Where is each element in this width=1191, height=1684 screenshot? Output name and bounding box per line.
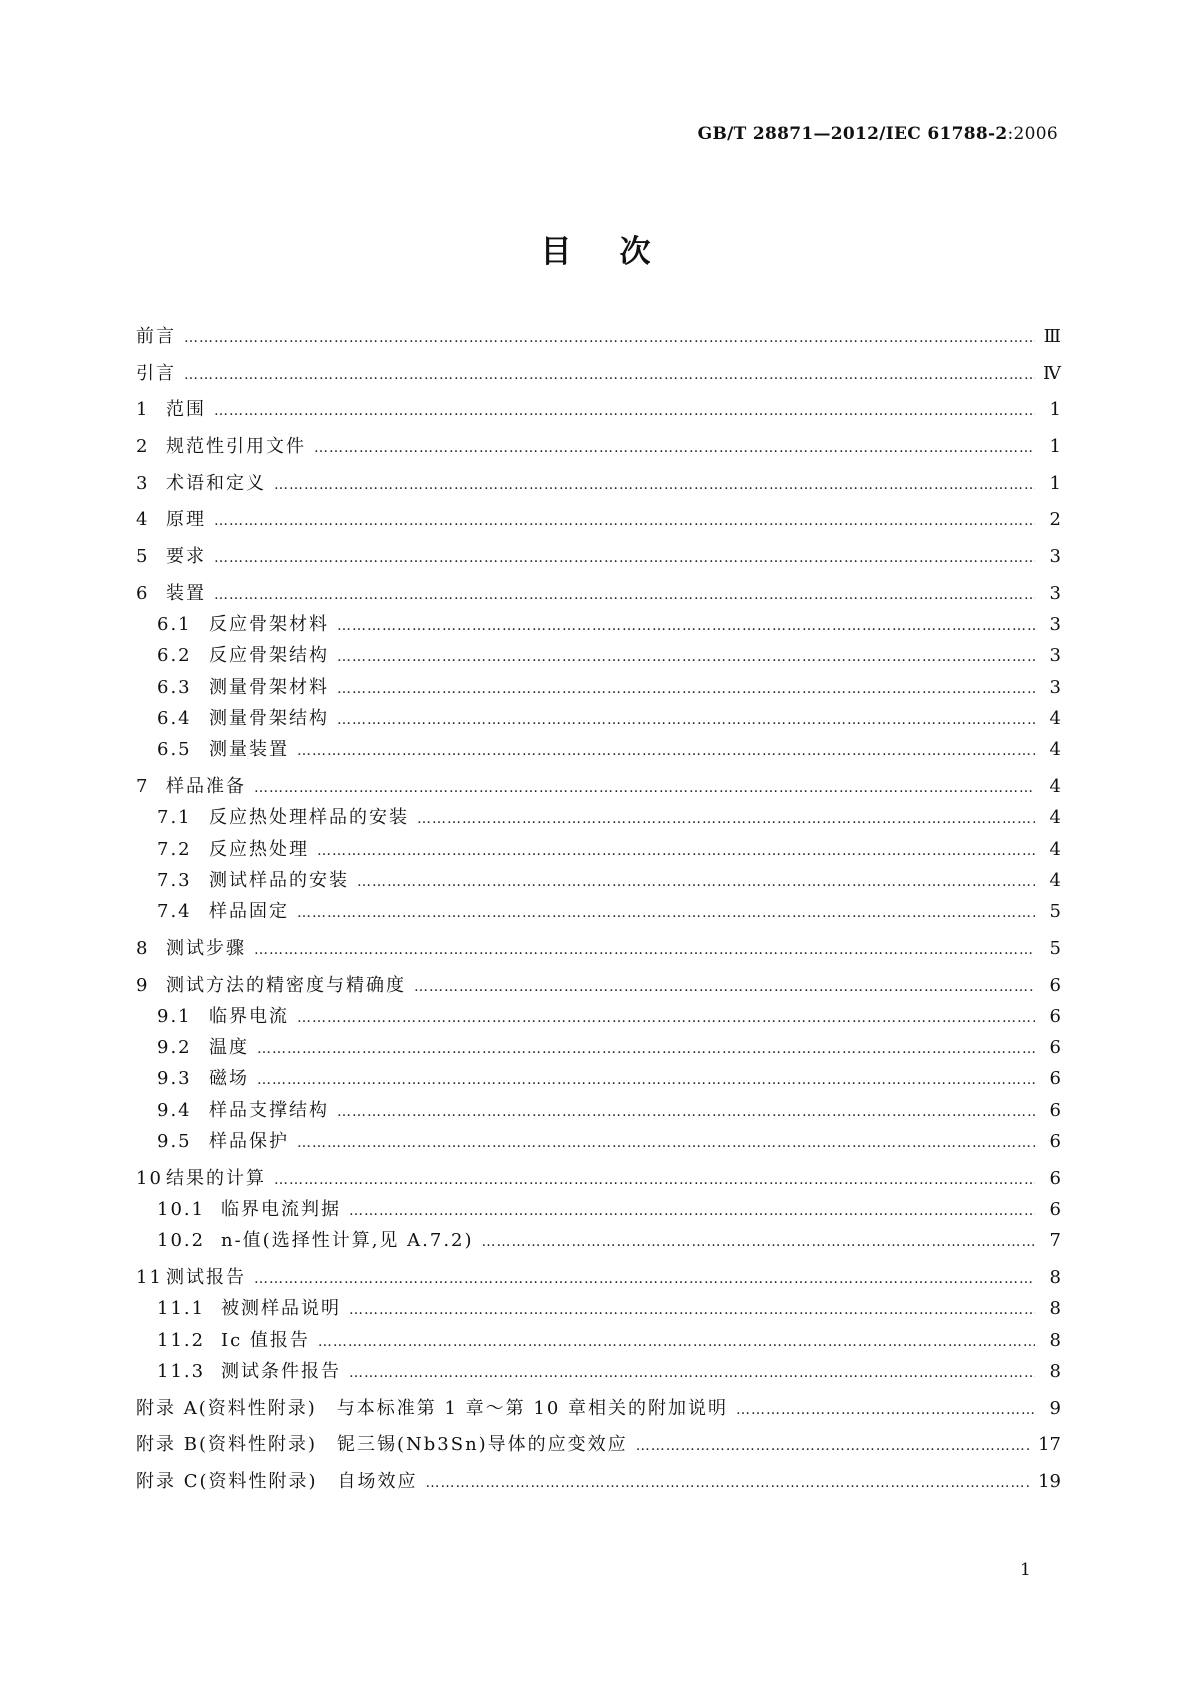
toc-leader-dots bbox=[337, 712, 1035, 728]
toc-entry-page: 6 bbox=[1049, 1037, 1061, 1059]
toc-leader-dots bbox=[254, 942, 1035, 958]
toc-entry-number: 1 bbox=[136, 399, 150, 421]
toc-entry-label: 范围 bbox=[166, 399, 206, 421]
toc-entry-page: 8 bbox=[1049, 1360, 1061, 1382]
toc-entry-page: 4 bbox=[1049, 869, 1061, 891]
page-number: 1 bbox=[1020, 1560, 1031, 1580]
toc-entry[interactable] bbox=[136, 505, 1061, 531]
toc-leader-dots bbox=[297, 1010, 1035, 1026]
toc-entry-number: 10 bbox=[136, 1167, 163, 1189]
toc-entry[interactable] bbox=[136, 1394, 1061, 1420]
toc-entry-label: 测试步骤 bbox=[166, 937, 246, 959]
toc-entry-page: 3 bbox=[1049, 676, 1061, 698]
toc-entry-page: Ⅳ bbox=[1043, 362, 1061, 384]
toc-entry-label: 术语和定义 bbox=[166, 472, 266, 494]
toc-leader-dots bbox=[214, 513, 1035, 529]
toc-entry[interactable] bbox=[136, 1263, 1061, 1289]
toc-entry-number: 3 bbox=[136, 472, 150, 494]
toc-leader-dots bbox=[318, 1334, 1035, 1350]
toc-entry[interactable] bbox=[136, 322, 1061, 348]
toc-entry-number: 9.2 bbox=[157, 1037, 192, 1059]
toc-entry-number: 5 bbox=[136, 546, 150, 568]
toc-entry-number: 10.2 bbox=[157, 1230, 206, 1252]
toc-leader-dots bbox=[257, 1072, 1035, 1088]
toc-entry-label: 结果的计算 bbox=[166, 1167, 266, 1189]
toc-entry[interactable] bbox=[136, 772, 1061, 798]
toc-entry-label: 被测样品说明 bbox=[221, 1298, 341, 1320]
toc-entry-page: 7 bbox=[1049, 1230, 1061, 1252]
toc-leader-dots bbox=[214, 587, 1035, 603]
toc-entry[interactable] bbox=[136, 835, 1061, 861]
toc-entry-page: 1 bbox=[1049, 399, 1061, 421]
toc-entry-label: 附录 B(资料性附录) 铌三锡(Nb3Sn)导体的应变效应 bbox=[136, 1434, 628, 1456]
toc-entry[interactable] bbox=[136, 1164, 1061, 1190]
toc-entry[interactable] bbox=[136, 395, 1061, 421]
toc-entry-label: 临界电流判据 bbox=[221, 1199, 341, 1221]
toc-entry-label: 测试报告 bbox=[166, 1267, 246, 1288]
toc-entry-label: 反应骨架结构 bbox=[209, 645, 329, 667]
toc-entry-number: 7.2 bbox=[157, 838, 192, 860]
toc-entry[interactable] bbox=[136, 1326, 1061, 1352]
toc-entry-number: 6.3 bbox=[157, 676, 192, 698]
toc-entry[interactable] bbox=[136, 1096, 1061, 1122]
toc-entry[interactable] bbox=[136, 735, 1061, 761]
toc-entry-number: 9.5 bbox=[157, 1131, 192, 1153]
toc-entry-page: 6 bbox=[1049, 1068, 1061, 1090]
toc-entry-page: 4 bbox=[1049, 739, 1061, 761]
toc-leader-dots bbox=[297, 905, 1035, 921]
toc-entry-label: 反应骨架材料 bbox=[209, 614, 329, 636]
toc-entry-label: 原理 bbox=[166, 509, 206, 531]
toc-entry[interactable] bbox=[136, 1033, 1061, 1059]
toc-leader-dots bbox=[349, 1302, 1035, 1318]
toc-entry-number: 11.2 bbox=[157, 1329, 206, 1351]
toc-entry-page: 6 bbox=[1049, 1131, 1061, 1153]
toc-leader-dots bbox=[736, 1402, 1035, 1418]
toc-entry-label: 附录 A(资料性附录) 与本标准第 1 章～第 10 章相关的附加说明 bbox=[136, 1397, 729, 1419]
toc-leader-dots bbox=[297, 1135, 1035, 1151]
toc-entry[interactable] bbox=[136, 897, 1061, 923]
toc-entry-number: 7.1 bbox=[157, 807, 192, 829]
toc-entry-label: 要求 bbox=[166, 546, 206, 568]
standard-code bbox=[698, 124, 1058, 144]
toc-entry-page: 9 bbox=[1049, 1397, 1061, 1419]
toc-leader-dots bbox=[257, 1041, 1035, 1057]
toc-entry-label: 附录 C(资料性附录) 自场效应 bbox=[136, 1470, 418, 1492]
toc-entry-label: 装置 bbox=[166, 582, 206, 604]
toc-entry-page: 17 bbox=[1038, 1434, 1061, 1456]
toc-entry-number: 4 bbox=[136, 509, 150, 531]
toc-entry[interactable] bbox=[136, 610, 1061, 636]
toc-leader-dots bbox=[426, 1475, 1031, 1491]
toc-entry[interactable] bbox=[136, 673, 1061, 699]
toc-entry-page: 4 bbox=[1049, 807, 1061, 829]
toc-entry-number: 9.3 bbox=[157, 1068, 192, 1090]
toc-entry-number: 9 bbox=[136, 974, 150, 996]
toc-entry[interactable] bbox=[136, 1002, 1061, 1028]
toc-leader-dots bbox=[214, 550, 1035, 566]
toc-entry-number: 9.1 bbox=[157, 1005, 192, 1027]
toc-entry-label: 温度 bbox=[209, 1037, 249, 1059]
toc-entry-page: 4 bbox=[1049, 708, 1061, 729]
toc-leader-dots bbox=[636, 1438, 1030, 1454]
toc-entry-label: n-值(选择性计算,见 A.7.2) bbox=[221, 1230, 474, 1252]
toc-entry-label: 测试样品的安装 bbox=[209, 869, 349, 891]
standard-year: :2006 bbox=[1007, 124, 1058, 144]
toc-entry-page: 6 bbox=[1049, 1199, 1061, 1221]
toc-leader-dots bbox=[337, 681, 1035, 697]
toc-entry-number: 9.4 bbox=[157, 1099, 192, 1121]
toc-leader-dots bbox=[337, 649, 1035, 665]
toc-leader-dots bbox=[414, 979, 1035, 995]
toc-entry[interactable] bbox=[136, 359, 1061, 385]
toc-entry-label: 测试条件报告 bbox=[221, 1360, 341, 1382]
toc-entry[interactable] bbox=[136, 1430, 1061, 1456]
toc-leader-dots bbox=[214, 403, 1035, 419]
toc-entry-label: 临界电流 bbox=[209, 1005, 289, 1027]
toc-entry-page: 6 bbox=[1049, 974, 1061, 996]
toc-entry-number: 6 bbox=[136, 582, 150, 604]
toc-entry[interactable] bbox=[136, 1467, 1061, 1493]
toc-entry-label: 测量骨架材料 bbox=[209, 676, 329, 698]
toc-entry-page: 1 bbox=[1049, 436, 1061, 458]
toc-leader-dots bbox=[297, 743, 1035, 759]
toc-entry-number: 8 bbox=[136, 937, 150, 959]
toc-entry-page: 3 bbox=[1049, 582, 1061, 604]
toc-entry-number: 7 bbox=[136, 775, 150, 797]
toc-leader-dots bbox=[337, 618, 1035, 634]
toc-leader-dots bbox=[254, 780, 1035, 796]
toc-entry-page: 5 bbox=[1049, 937, 1061, 959]
toc-entry-page: 8 bbox=[1049, 1267, 1061, 1288]
toc-entry-page: 6 bbox=[1049, 1099, 1061, 1121]
toc-leader-dots bbox=[349, 1203, 1035, 1219]
toc-leader-dots bbox=[317, 843, 1035, 859]
toc-leader-dots bbox=[337, 1104, 1035, 1120]
toc-entry-page: Ⅲ bbox=[1043, 326, 1061, 347]
toc-leader-dots bbox=[274, 477, 1035, 493]
toc-entry-label: 前言 bbox=[136, 326, 176, 347]
toc-entry[interactable] bbox=[136, 469, 1061, 495]
toc-leader-dots bbox=[482, 1234, 1035, 1250]
toc-leader-dots bbox=[184, 330, 1035, 346]
toc-entry-label: 测量骨架结构 bbox=[209, 708, 329, 729]
toc-entry-page: 4 bbox=[1049, 838, 1061, 860]
toc-entry-page: 19 bbox=[1038, 1470, 1061, 1492]
toc-entry-number: 6.5 bbox=[157, 739, 192, 761]
toc-entry-number: 11 bbox=[136, 1267, 163, 1288]
toc-entry-label: 反应热处理样品的安装 bbox=[209, 807, 409, 829]
toc-entry-label: 测试方法的精密度与精确度 bbox=[166, 974, 406, 996]
toc-leader-dots bbox=[254, 1271, 1035, 1287]
toc-entry[interactable] bbox=[136, 704, 1061, 730]
toc-entry-number: 6.1 bbox=[157, 614, 192, 636]
toc-entry[interactable] bbox=[136, 432, 1061, 458]
toc-entry-number: 10.1 bbox=[157, 1199, 206, 1221]
toc-entry[interactable] bbox=[136, 1357, 1061, 1383]
toc-entry-number: 11.1 bbox=[157, 1298, 206, 1320]
toc-entry-label: 反应热处理 bbox=[209, 838, 309, 860]
toc-entry-label: 样品支撑结构 bbox=[209, 1099, 329, 1121]
toc-entry-number: 7.3 bbox=[157, 869, 192, 891]
toc-entry-number: 7.4 bbox=[157, 901, 192, 923]
toc-leader-dots bbox=[184, 367, 1035, 383]
toc-entry[interactable] bbox=[136, 1226, 1061, 1252]
toc-entry-number: 2 bbox=[136, 436, 150, 458]
toc-entry-page: 8 bbox=[1049, 1298, 1061, 1320]
toc-entry-label: Ic 值报告 bbox=[221, 1329, 310, 1351]
toc-entry-label: 磁场 bbox=[209, 1068, 249, 1090]
toc-entry[interactable] bbox=[136, 1127, 1061, 1153]
table-of-contents bbox=[136, 322, 1061, 1493]
toc-entry[interactable] bbox=[136, 803, 1061, 829]
toc-entry-page: 1 bbox=[1049, 472, 1061, 494]
toc-entry-label: 样品固定 bbox=[209, 901, 289, 923]
toc-entry-label: 样品保护 bbox=[209, 1131, 289, 1153]
toc-entry[interactable] bbox=[136, 934, 1061, 960]
toc-entry-number: 6.4 bbox=[157, 708, 192, 729]
toc-entry[interactable] bbox=[136, 641, 1061, 667]
toc-entry[interactable] bbox=[136, 542, 1061, 568]
toc-leader-dots bbox=[417, 811, 1035, 827]
toc-entry[interactable] bbox=[136, 866, 1061, 892]
toc-leader-dots bbox=[357, 874, 1035, 890]
toc-entry[interactable] bbox=[136, 579, 1061, 605]
toc-entry-page: 2 bbox=[1049, 509, 1061, 531]
toc-entry[interactable] bbox=[136, 1195, 1061, 1221]
toc-entry-page: 3 bbox=[1049, 645, 1061, 667]
toc-entry-number: 6.2 bbox=[157, 645, 192, 667]
toc-entry-page: 6 bbox=[1049, 1005, 1061, 1027]
toc-entry-label: 引言 bbox=[136, 362, 176, 384]
toc-entry[interactable] bbox=[136, 971, 1061, 997]
toc-leader-dots bbox=[349, 1365, 1035, 1381]
toc-entry-page: 6 bbox=[1049, 1167, 1061, 1189]
page-title: 目次 bbox=[540, 234, 699, 270]
toc-entry[interactable] bbox=[136, 1294, 1061, 1320]
toc-entry-label: 样品准备 bbox=[166, 775, 246, 797]
toc-entry-page: 4 bbox=[1049, 775, 1061, 797]
toc-entry-page: 3 bbox=[1049, 546, 1061, 568]
standard-number: GB/T 28871—2012/IEC 61788-2 bbox=[697, 124, 1008, 144]
toc-entry-page: 5 bbox=[1049, 901, 1061, 923]
toc-entry-number: 11.3 bbox=[157, 1360, 206, 1382]
toc-entry[interactable] bbox=[136, 1064, 1061, 1090]
toc-leader-dots bbox=[314, 440, 1035, 456]
toc-entry-page: 3 bbox=[1049, 614, 1061, 636]
toc-entry-label: 规范性引用文件 bbox=[166, 436, 306, 458]
toc-leader-dots bbox=[274, 1172, 1035, 1188]
toc-entry-page: 8 bbox=[1049, 1329, 1061, 1351]
toc-entry-label: 测量装置 bbox=[209, 739, 289, 761]
